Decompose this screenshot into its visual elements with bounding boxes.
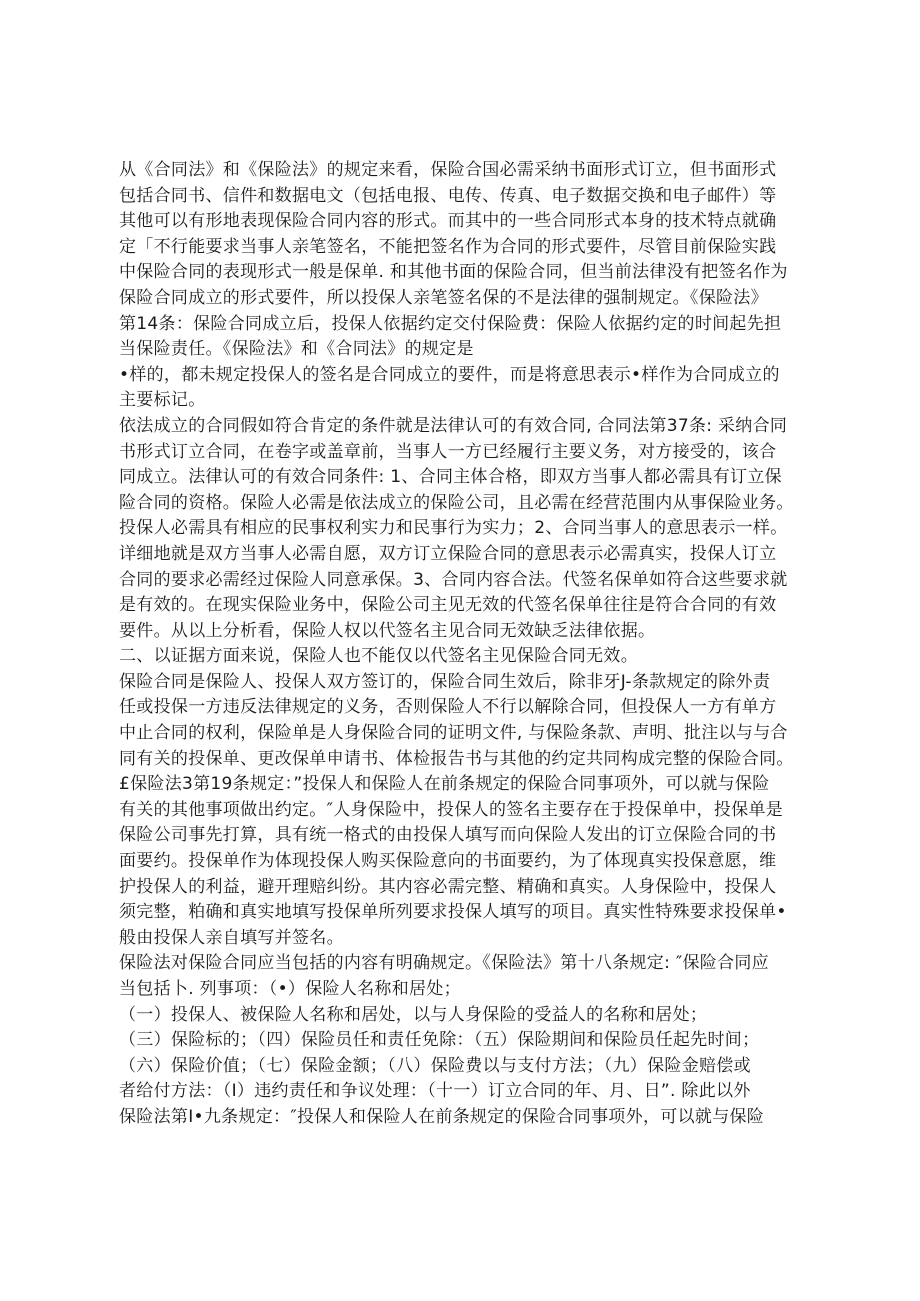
text-line: £保险法3第19条规定：”投保人和保险人在前条规定的保险合同事项外，可以就与保险 bbox=[119, 774, 770, 795]
text-line: 中保险合同的表现形式一般是保单. 和其他书面的保险合同，但当前法律没有把签名作为 bbox=[119, 262, 788, 283]
text-line: 投保人必需具有相应的民事权利实力和民事行为实力；2、合同当事人的意思表示一样。 bbox=[119, 518, 788, 539]
text-line: 任或投保一方违反法律规定的义务，否则保险人不行以解除合同，但投保人一方有单方 bbox=[119, 697, 777, 718]
text-line: 主要标记。 bbox=[119, 390, 206, 411]
text-line: 保险法第I•九条规定：″投保人和保险人在前条规定的保险合同事项外，可以就与保险 bbox=[119, 1106, 765, 1127]
text-line: 定「不行能要求当事人亲笔签名，不能把签名作为合同的形式要件，尽管目前保险实践 bbox=[119, 236, 777, 257]
text-line: 同有关的投保单、更改保单申请书、体检报告书与其他的约定共同构成完整的保险合同。 bbox=[119, 748, 794, 769]
text-line: 要件。从以上分析看，保险人权以代签名主见合同无效缺乏法律依据。 bbox=[119, 620, 656, 641]
text-line: 面要约。投保单作为体现投保人购买保险意向的书面要约，为了体现真实投保意愿，维 bbox=[119, 851, 777, 872]
text-line: 当包括卜. 列事项：（•）保险人名称和居处； bbox=[119, 979, 461, 999]
text-line: 其他可以有形地表现保险合同内容的形式。而其中的一些合同形式本身的技术特点就确 bbox=[119, 211, 777, 232]
text-line: 中止合同的权利，保险单是人身保险合同的证明文件, 与保险条款、声明、批注以与与合 bbox=[119, 723, 788, 744]
section-heading: 二、以证据方面来说，保险人也不能仅以代签名主见保险合同无效。 bbox=[119, 646, 638, 667]
text-line: 包括合同书、信件和数据电文（包括电报、电传、传真、电子数据交换和电子邮件）等 bbox=[119, 185, 777, 206]
text-line: 有关的其他事项做出约定。″人身保险中，投保人的签名主要存在于投保单中，投保单是 bbox=[119, 799, 784, 820]
text-line: （一）投保人、被保险人名称和居处，以与人身保险的受益人的名称和居处； bbox=[119, 1004, 708, 1025]
text-line: 从《合同法》和《保险法》的规定来看，保险合国必需采纳书面形式订立，但书面形式 bbox=[119, 160, 777, 180]
text-line: 护投保人的利益，避开理赔纠纷。其内容必需完整、精确和真实。人身保险中，投保人 bbox=[119, 876, 777, 897]
text-line: 者给付方法：（I）违约责任和争议处理：（十一）订立合同的年、月、日”. 除此以外 bbox=[119, 1081, 751, 1102]
text-line: 书形式订立合同，在卷字或盖章前，当事人一方已经履行主要义务，对方接受的，该合 bbox=[119, 441, 777, 462]
text-line: 须完整，粕确和真实地填写投保单所列要求投保人填写的项目。真实性特殊要求投保单• bbox=[119, 902, 787, 923]
text-line: 保险法对保险合同应当包括的内容有明确规定。《保险法》第十八条规定: ″保险合同应 bbox=[119, 953, 769, 974]
text-line: 保险合同是保险人、投保人双方签订的，保险合同生效后，除非牙J-条款规定的除外责 bbox=[119, 671, 771, 692]
text-line: 般由投保人亲自填写并签名。 bbox=[119, 927, 344, 948]
text-line: 当保险责任。《保险法》和《合同法》的规定是 bbox=[119, 339, 474, 360]
text-line: •样的，都未规定投保人的签名是合同成立的要件，而是将意思表示•样作为合同成立的 bbox=[119, 364, 780, 385]
text-line: 第14条：保险合同成立后，投保人依据约定交付保险费：保险人依据约定的时间起先担 bbox=[119, 313, 782, 334]
text-line: 保险合同成立的形式要件，所以投保人亲笔签名保的不是法律的强制规定。《保险法》 bbox=[119, 287, 768, 308]
text-line: 保险公司事先打算，具有统一格式的由投保人填写而向保险人发出的订立保险合同的书 bbox=[119, 825, 777, 846]
text-line: 同成立。法律认可的有效合同条件: 1、合同主体合格，即双方当事人都必需具有订立保 bbox=[119, 467, 782, 488]
text-line: （六）保险价值；（七）保险金额；（八）保险费以与支付方法；（九）保险金赔偿或 bbox=[119, 1055, 751, 1076]
text-line: 险合同的资格。保险人必需是依法成立的保险公司，且必需在经营范围内从事保险业务。 bbox=[119, 492, 794, 513]
text-line: 合同的要求必需经过保险人同意承保。3、合同内容合法。代签名保单如符合这些要求就 bbox=[119, 569, 788, 590]
text-line: 依法成立的合同假如符合肯定的条件就是法律认可的有效合同, 合同法第37条: 采纳合同 bbox=[119, 415, 788, 436]
body-text bbox=[119, 158, 839, 1131]
text-line: （三）保险标的；（四）保险员任和责任免除：（五）保险期间和保险员任起先时间； bbox=[119, 1030, 760, 1051]
text-line: 详细地就是双方当事人必需自愿，双方订立保险合同的意思表示必需真实，投保人订立 bbox=[119, 543, 777, 564]
text-line: 是有效的。在现实保险业务中，保险公司主见无效的代签名保单往往是符合合同的有效 bbox=[119, 595, 777, 616]
